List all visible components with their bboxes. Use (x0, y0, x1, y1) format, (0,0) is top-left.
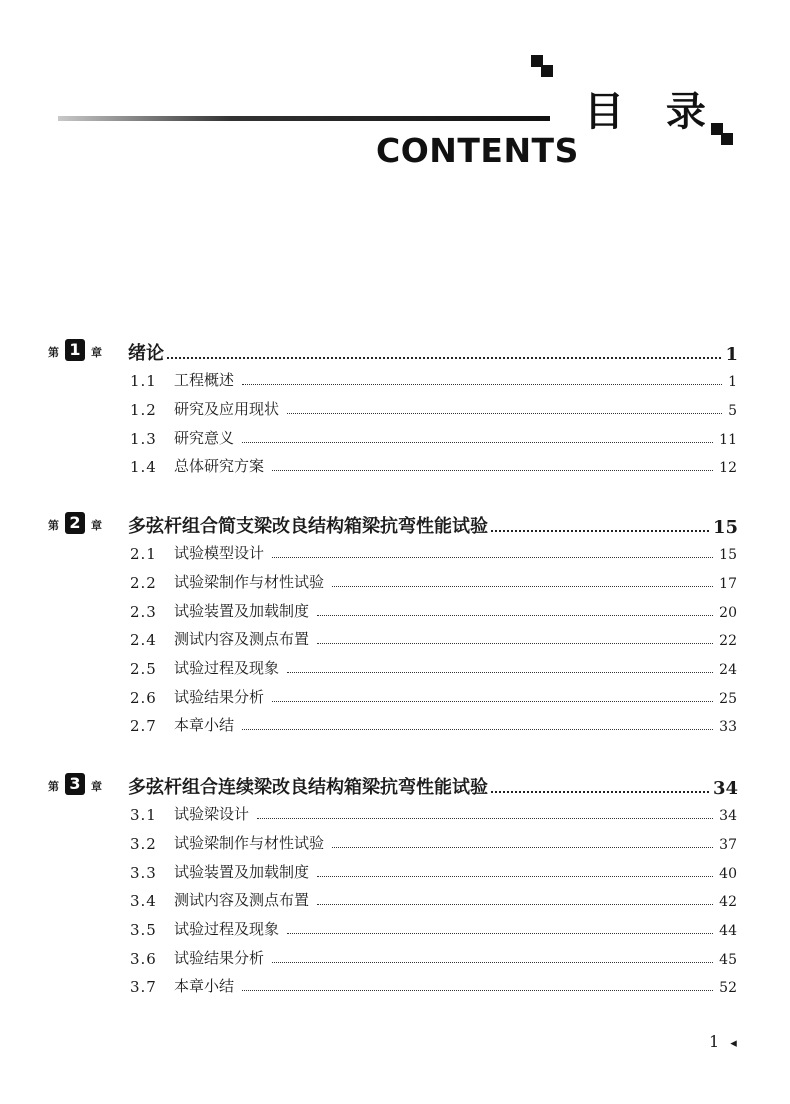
toc-entry[interactable] (130, 946, 737, 968)
dot-leader (317, 904, 713, 905)
toc-entry[interactable] (130, 974, 737, 996)
section-page: 5 (728, 403, 737, 419)
toc-entry[interactable] (130, 454, 737, 476)
toc-entry[interactable] (130, 888, 737, 910)
decorative-square (541, 65, 553, 77)
section-page: 45 (719, 952, 737, 968)
section-title: 试验过程及现象 (174, 920, 280, 938)
section-number: 2.7 (130, 717, 157, 735)
section-page: 33 (719, 719, 737, 735)
toc-entry[interactable] (130, 570, 737, 592)
chapter-heading[interactable] (0, 510, 790, 538)
toc-entry[interactable] (130, 627, 737, 649)
section-title: 测试内容及测点布置 (174, 891, 310, 909)
page-title-chinese: 目 录 (584, 89, 720, 135)
section-page: 20 (719, 605, 737, 621)
section-number: 2.2 (130, 574, 157, 592)
dot-leader (332, 586, 713, 587)
page-number-value: 1 (709, 1032, 720, 1051)
section-title: 试验装置及加载制度 (174, 602, 310, 620)
section-title: 试验模型设计 (174, 544, 265, 562)
chapter-heading[interactable] (0, 771, 790, 799)
dot-leader (242, 990, 713, 991)
chapter-badge (48, 512, 110, 534)
section-page: 11 (719, 432, 737, 448)
section-number: 2.3 (130, 603, 157, 621)
dot-leader (272, 701, 713, 702)
chapter-title: 多弦杆组合连续梁改良结构箱梁抗弯性能试验 (128, 777, 488, 798)
chapter-page: 1 (725, 344, 738, 365)
arrow-left-icon: ◂ (730, 1036, 737, 1051)
toc-entry[interactable] (130, 541, 737, 563)
dot-leader (272, 962, 713, 963)
chapter-prefix: 第 (48, 519, 59, 532)
section-title: 总体研究方案 (174, 457, 265, 475)
section-number: 3.1 (130, 806, 157, 824)
section-number: 1.1 (130, 372, 157, 390)
section-number: 3.4 (130, 892, 157, 910)
dot-leader (167, 357, 721, 359)
toc-entry[interactable] (130, 599, 737, 621)
dot-leader (287, 672, 713, 673)
dot-leader (272, 557, 713, 558)
section-title: 试验过程及现象 (174, 659, 280, 677)
section-page: 17 (719, 576, 737, 592)
toc-entry[interactable] (130, 426, 737, 448)
section-number: 1.2 (130, 401, 157, 419)
section-number: 3.5 (130, 921, 157, 939)
dot-leader (242, 384, 722, 385)
dot-leader (287, 933, 713, 934)
section-title: 本章小结 (174, 716, 235, 734)
section-page: 12 (719, 460, 737, 476)
chapter-badge (48, 773, 110, 795)
chapter-page: 34 (712, 778, 738, 799)
section-number: 1.4 (130, 458, 157, 476)
section-number: 2.5 (130, 660, 157, 678)
section-title: 试验装置及加载制度 (174, 863, 310, 881)
section-title: 试验梁制作与材性试验 (174, 834, 325, 852)
section-page: 24 (719, 662, 737, 678)
section-title: 研究及应用现状 (174, 400, 280, 418)
dot-leader (317, 876, 713, 877)
section-page: 1 (728, 374, 737, 390)
section-page: 34 (719, 808, 737, 824)
chapter-badge (48, 339, 110, 361)
dot-leader (317, 615, 713, 616)
chapter-number: 1 (65, 339, 85, 361)
page-number (709, 1032, 737, 1051)
toc-entry[interactable] (130, 802, 737, 824)
chapter-page: 15 (712, 517, 738, 538)
chapter-suffix: 章 (91, 346, 102, 359)
chapter-prefix: 第 (48, 346, 59, 359)
dot-leader (317, 643, 713, 644)
section-title: 本章小结 (174, 977, 235, 995)
section-page: 44 (719, 923, 737, 939)
chapter-title: 多弦杆组合简支梁改良结构箱梁抗弯性能试验 (128, 516, 488, 537)
section-page: 22 (719, 633, 737, 649)
toc-entry[interactable] (130, 368, 737, 390)
toc-entry[interactable] (130, 713, 737, 735)
section-page: 42 (719, 894, 737, 910)
decorative-square (721, 133, 733, 145)
section-number: 3.3 (130, 864, 157, 882)
chapter-number: 3 (65, 773, 85, 795)
toc-entry[interactable] (130, 685, 737, 707)
section-title: 试验梁设计 (174, 805, 250, 823)
section-number: 3.2 (130, 835, 157, 853)
section-page: 37 (719, 837, 737, 853)
dot-leader (242, 442, 713, 443)
section-page: 25 (719, 691, 737, 707)
chapter-prefix: 第 (48, 780, 59, 793)
dot-leader (491, 791, 709, 793)
chapter-number: 2 (65, 512, 85, 534)
section-number: 2.4 (130, 631, 157, 649)
section-title: 测试内容及测点布置 (174, 630, 310, 648)
chapter-title: 绪论 (128, 343, 164, 364)
section-title: 研究意义 (174, 429, 235, 447)
page-title-english: CONTENTS (376, 131, 579, 170)
section-title: 试验结果分析 (174, 688, 265, 706)
section-title: 试验梁制作与材性试验 (174, 573, 325, 591)
chapter-heading[interactable] (0, 337, 790, 365)
toc-entry[interactable] (130, 656, 737, 678)
section-page: 40 (719, 866, 737, 882)
dot-leader (287, 413, 722, 414)
section-title: 工程概述 (174, 371, 235, 389)
toc-entry[interactable] (130, 860, 737, 882)
section-number: 3.7 (130, 978, 157, 996)
section-page: 52 (719, 980, 737, 996)
section-title: 试验结果分析 (174, 949, 265, 967)
header-rule (58, 116, 550, 121)
dot-leader (257, 818, 713, 819)
toc-entry[interactable] (130, 831, 737, 853)
section-page: 15 (719, 547, 737, 563)
dot-leader (491, 530, 709, 532)
dot-leader (332, 847, 713, 848)
toc-entry[interactable] (130, 917, 737, 939)
dot-leader (272, 470, 713, 471)
section-number: 2.6 (130, 689, 157, 707)
chapter-suffix: 章 (91, 780, 102, 793)
toc-entry[interactable] (130, 397, 737, 419)
chapter-suffix: 章 (91, 519, 102, 532)
section-number: 1.3 (130, 430, 157, 448)
section-number: 3.6 (130, 950, 157, 968)
dot-leader (242, 729, 713, 730)
section-number: 2.1 (130, 545, 157, 563)
